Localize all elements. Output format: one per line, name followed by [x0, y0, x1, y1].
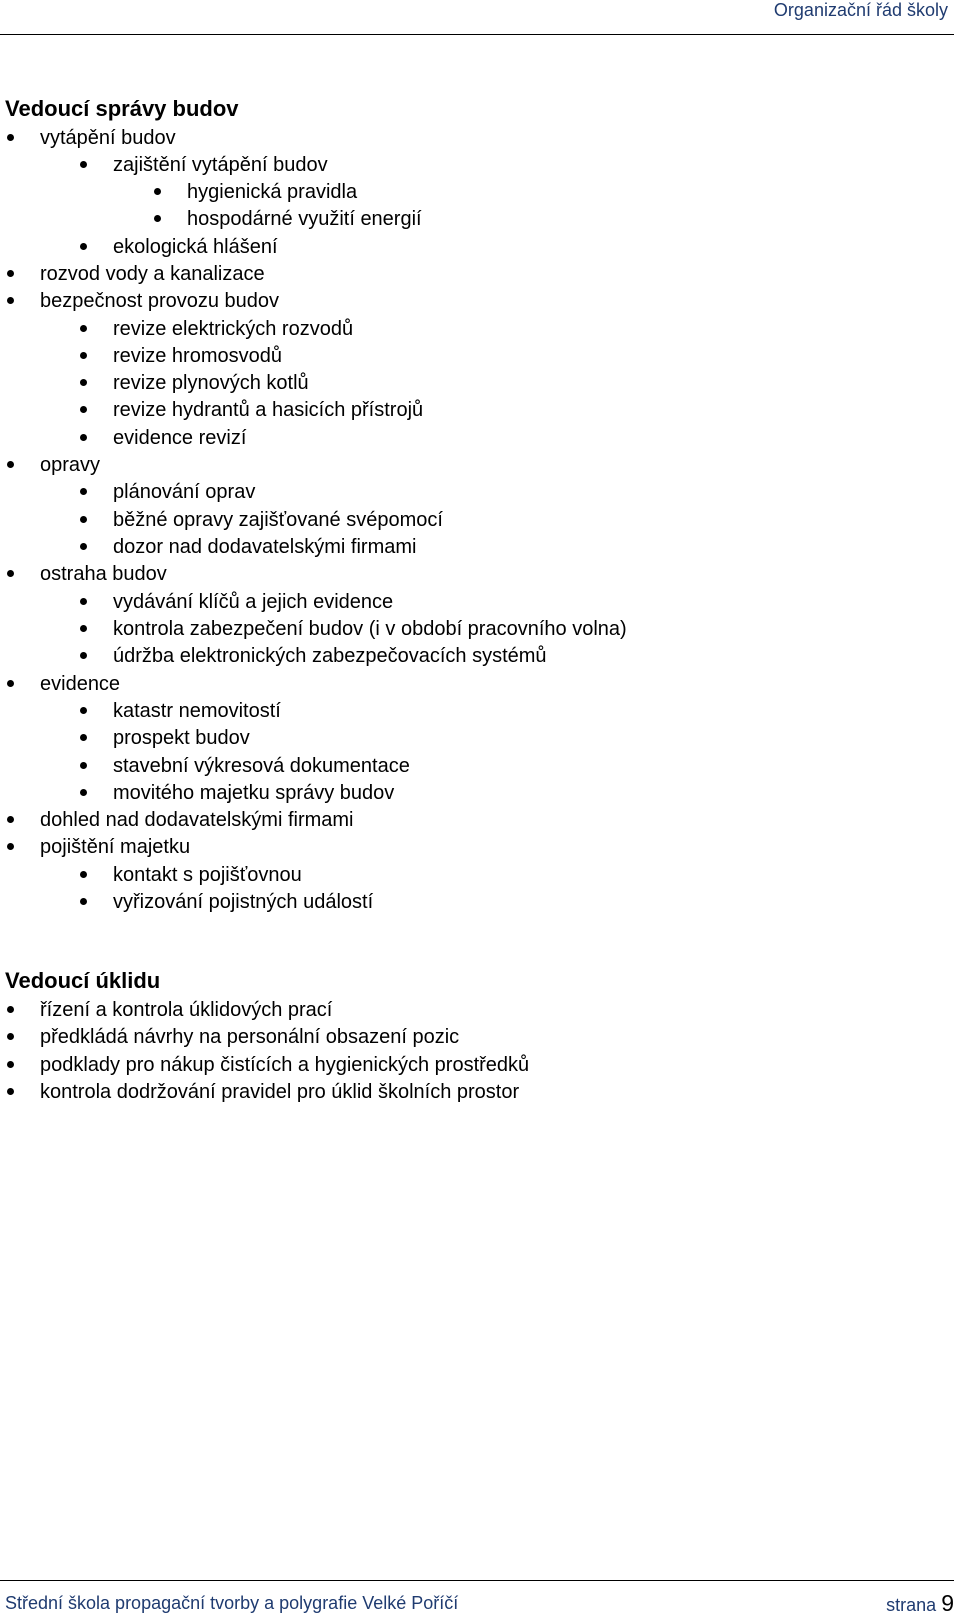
bullet-icon: [7, 270, 14, 277]
list-item: kontrola zabezpečení budov (i v období pracovního volna): [113, 618, 627, 640]
bullet-icon: [7, 1088, 14, 1095]
bullet-icon: [80, 352, 87, 359]
page-header: [0, 0, 954, 35]
bullet-icon: [7, 816, 14, 823]
section-title: Vedoucí správy budov: [5, 96, 239, 121]
list-item: ostraha budov: [40, 563, 167, 585]
bullet-icon: [7, 1033, 14, 1040]
list-item: běžné opravy zajišťované svépomocí: [113, 509, 443, 531]
list-item: hospodárné využití energií: [187, 208, 422, 230]
list-item: vydávání klíčů a jejich evidence: [113, 591, 394, 613]
list-item: vyřizování pojistných událostí: [113, 891, 374, 913]
bullet-icon: [80, 734, 87, 741]
bullet-icon: [80, 652, 87, 659]
list-item: kontrola dodržování pravidel pro úklid školních prostor: [40, 1081, 520, 1103]
footer-rule: [0, 1580, 954, 1581]
list-item: dohled nad dodavatelskými firmami: [40, 809, 354, 831]
bullet-icon: [154, 215, 161, 222]
list-item: evidence: [40, 673, 121, 695]
bullet-icon: [7, 134, 14, 141]
footer-school-name: Střední škola propagační tvorby a polygrafie Velké Poříčí: [5, 1593, 459, 1613]
bullet-icon: [80, 325, 87, 332]
list-item: pojištění majetku: [40, 836, 191, 858]
page-label: strana: [886, 1595, 937, 1615]
bullet-icon: [80, 434, 87, 441]
list-item: údržba elektronických zabezpečovacích systémů: [113, 645, 547, 667]
bullet-icon: [80, 707, 87, 714]
list-item: opravy: [40, 454, 101, 476]
bullet-icon: [80, 789, 87, 796]
list-item: stavební výkresová dokumentace: [113, 755, 410, 777]
list-item: řízení a kontrola úklidových prací: [40, 999, 333, 1021]
bullet-icon: [7, 1006, 14, 1013]
bullet-icon: [80, 243, 87, 250]
bullet-icon: [80, 898, 87, 905]
list-item: revize plynových kotlů: [113, 372, 309, 394]
list-item: předkládá návrhy na personální obsazení pozic: [40, 1026, 460, 1048]
section-title: Vedoucí úklidu: [5, 968, 161, 993]
list-item: revize hromosvodů: [113, 345, 282, 367]
bullet-icon: [80, 161, 87, 168]
page-number: [886, 1590, 954, 1617]
bullet-icon: [80, 406, 87, 413]
bullet-icon: [80, 598, 87, 605]
list-item: bezpečnost provozu budov: [40, 290, 280, 312]
bullet-icon: [80, 625, 87, 632]
list-item: prospekt budov: [113, 727, 250, 749]
list-item: zajištění vytápění budov: [113, 154, 328, 176]
list-item: plánování oprav: [113, 481, 256, 503]
list-item: revize elektrických rozvodů: [113, 318, 354, 340]
bullet-icon: [7, 1061, 14, 1068]
bullet-icon: [80, 379, 87, 386]
list-item: revize hydrantů a hasicích přístrojů: [113, 399, 424, 421]
bullet-icon: [80, 488, 87, 495]
list-item: ekologická hlášení: [113, 236, 278, 258]
bullet-icon: [7, 843, 14, 850]
list-item: movitého majetku správy budov: [113, 782, 395, 804]
list-item: podklady pro nákup čistících a hygienických prostředků: [40, 1054, 530, 1076]
bullet-icon: [7, 461, 14, 468]
list-item: evidence revizí: [113, 427, 247, 449]
list-item: vytápění budov: [40, 127, 176, 149]
bullet-icon: [80, 762, 87, 769]
list-item: kontakt s pojišťovnou: [113, 864, 302, 886]
page-number-value: 9: [941, 1590, 954, 1616]
list-item: rozvod vody a kanalizace: [40, 263, 265, 285]
bullet-icon: [154, 188, 161, 195]
list-item: hygienická pravidla: [187, 181, 358, 203]
bullet-icon: [80, 871, 87, 878]
bullet-icon: [7, 680, 14, 687]
bullet-icon: [80, 543, 87, 550]
bullet-icon: [7, 297, 14, 304]
list-item: katastr nemovitostí: [113, 700, 281, 722]
bullet-icon: [80, 516, 87, 523]
list-item: dozor nad dodavatelskými firmami: [113, 536, 417, 558]
document-title: Organizační řád školy: [773, 0, 948, 20]
bullet-icon: [7, 570, 14, 577]
